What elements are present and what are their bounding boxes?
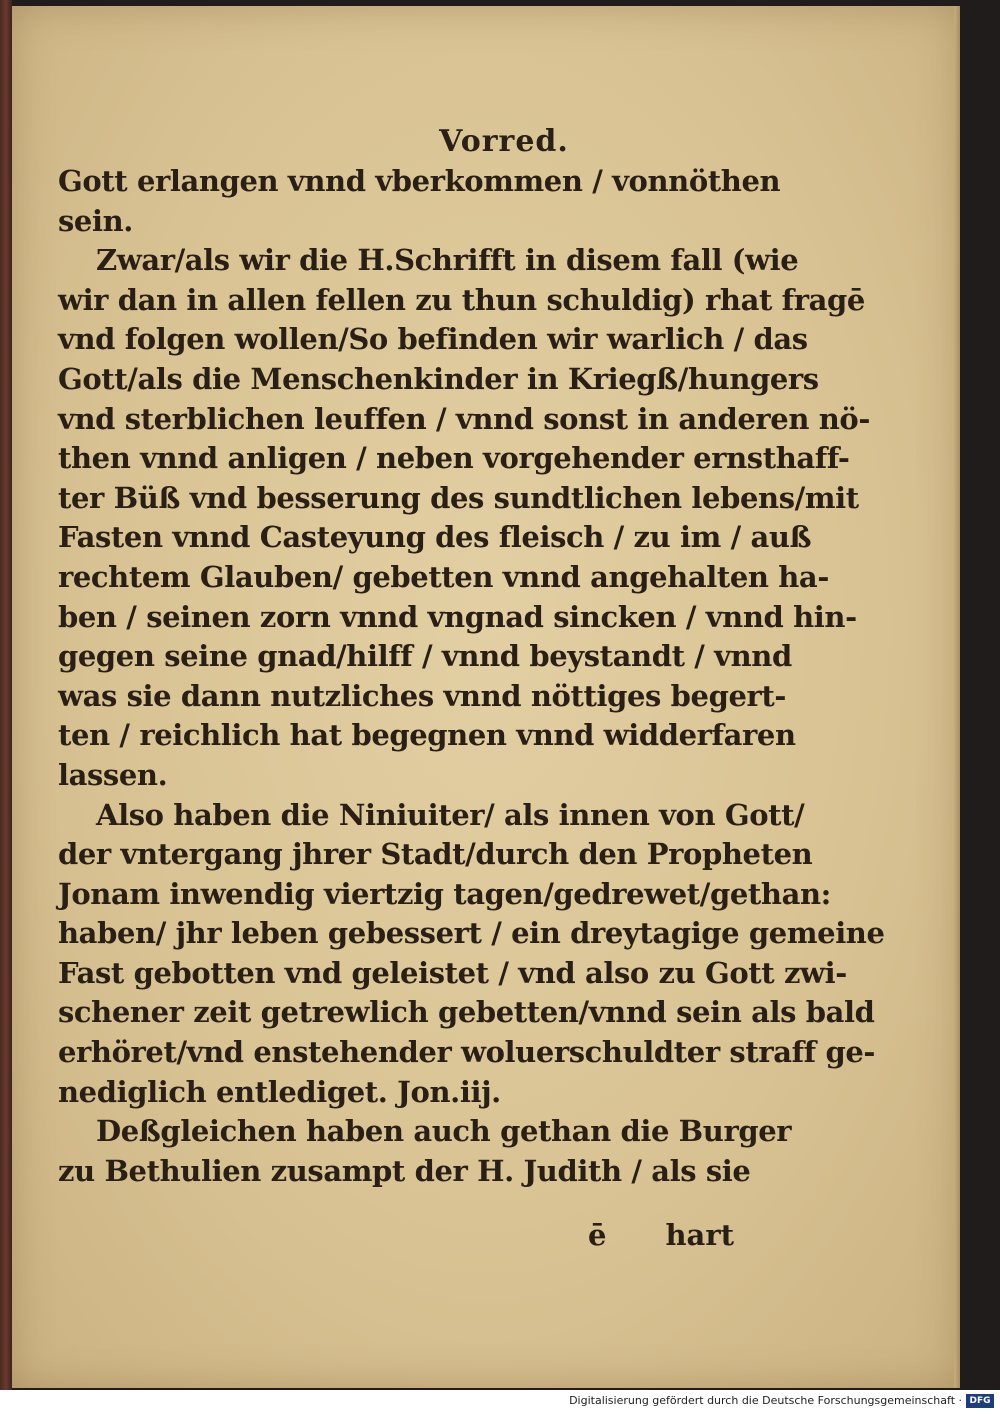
text-line: zu Bethulien zusampt der H. Judith / als sie — [58, 1153, 751, 1188]
text-line: ben / seinen zorn vnnd vngnad sincken / vnnd hin- — [58, 599, 857, 634]
text-line: gegen seine gnad/hilff / vnnd beystandt / vnnd — [58, 639, 792, 674]
text-line: ter Büß vnd besserung des sundtlichen lebens/mit — [58, 480, 859, 515]
text-line: ten / reichlich hat begegnen vnnd widderfaren — [58, 718, 796, 753]
text-line: vnd folgen wollen/So befinden wir warlich / das — [58, 322, 808, 357]
text-line: nediglich entlediget. Jon.iij. — [58, 1074, 501, 1109]
text-line: vnd sterblichen leuffen / vnnd sonst in anderen nö- — [58, 401, 871, 436]
text-line: was sie dann nutzliches vnnd nöttiges begert- — [58, 678, 787, 713]
text-line: Deßgleichen haben auch gethan die Burger — [96, 1114, 792, 1149]
binding-edge — [0, 0, 12, 1390]
signature-mark: ē — [588, 1218, 607, 1252]
footer-credit: Digitalisierung gefördert durch die Deutsche Forschungsgemeinschaft · — [569, 1394, 962, 1407]
page-header: Vorred. — [439, 124, 569, 159]
catchword: hart — [665, 1218, 734, 1252]
text-line: Also haben die Niniuiter/ als innen von Gott/ — [96, 797, 805, 832]
text-line: haben/ jhr leben gebessert / ein dreytagige gemeine — [58, 916, 885, 951]
text-line: then vnnd anligen / neben vorgehender ernsthaff- — [58, 441, 850, 476]
text-line: Jonam inwendig viertzig tagen/gedrewet/gethan: — [58, 876, 831, 911]
text-line: Zwar/als wir die H.Schrifft in disem fall (wie — [96, 243, 799, 278]
text-line: der vntergang jhrer Stadt/durch den Propheten — [58, 837, 813, 872]
dfg-logo: DFG — [966, 1394, 994, 1408]
page-edge — [954, 6, 960, 1388]
text-line: Gott erlangen vnnd vberkommen / vonnöthen — [58, 164, 781, 198]
text-line: Gott/als die Menschenkinder in Kriegß/hungers — [58, 361, 819, 396]
text-line: rechtem Glauben/ gebetten vnnd angehalten ha- — [58, 559, 829, 594]
book-page — [12, 6, 960, 1388]
text-line: lassen. — [58, 757, 168, 792]
digitization-footer — [0, 1390, 1000, 1414]
text-line: Fasten vnnd Casteyung des fleisch / zu im / auß — [58, 520, 812, 555]
text-line: wir dan in allen fellen zu thun schuldig) rhat fragē — [58, 282, 865, 317]
text-line: Fast gebotten vnd geleistet / vnd also zu Gott zwi- — [58, 955, 847, 990]
text-line: erhöret/vnd enstehender woluerschuldter straff ge- — [58, 1035, 876, 1070]
page-footer-marks — [588, 1218, 738, 1258]
body-text — [58, 162, 885, 1191]
text-line: sein. — [58, 203, 133, 238]
text-line: schener zeit getrewlich gebetten/vnnd sein als bald — [58, 995, 875, 1030]
